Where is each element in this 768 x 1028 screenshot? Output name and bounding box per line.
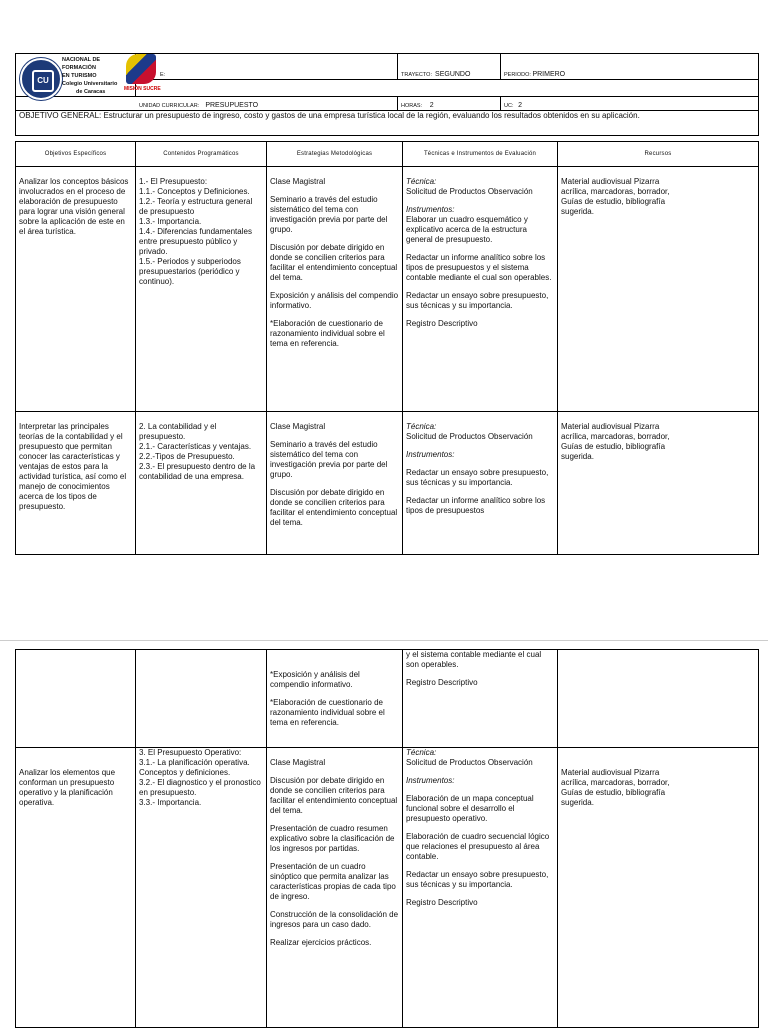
content-table-page2 [15, 649, 759, 1028]
row1-contenidos: 1.- El Presupuesto: 1.1.- Conceptos y Definiciones. 1.2.- Teoría y estructura general de presupuesto 1.3.- Importancia. 1.4.- Diferencias fundamentales entre presupuesto público y privado. 1.5.- Periodos y subperiodos presupuestarios (periódico y continuo). [136, 167, 267, 412]
field-e: E: [136, 54, 398, 80]
col-header-estrategias: Estrategias Metodológicas [267, 142, 403, 167]
uc-field: UC: 2 [501, 97, 759, 111]
unidad-curricular-field: UNIDAD CURRICULAR: PRESUPUESTO [16, 97, 398, 111]
p2-row1-tecnicas: y el sistema contable mediante el cual son operables. Registro Descriptivo [403, 650, 558, 748]
row1-tecnicas: Técnica: Solicitud de Productos Observación Instrumentos: Elaborar un cuadro esquemático y explicativo acerca de la estructura general de presupuesto. Redactar un informe analítico sobre los tipos de presupuestos y el sistema contable mediante el cual son operables. Redactar un ensayo sobre presupuesto, sus técnicas y su importancia. Registro Descriptivo [403, 167, 558, 412]
logo-text: CU [32, 70, 54, 92]
header-blank-row [136, 79, 759, 96]
p2-row2-estrategias: Clase Magistral Discusión por debate dirigido en donde se concilien criterios para facilitar el entendimiento conceptual del tema. Presentación de cuadro resumen explicativo sobre la clasificación de los ingresos por partidas. Presentación de un cuadro sinóptico que permita analizar las características propias de cada tipo de ingreso. Construcción de la consolidación de ingresos para un caso dado. Realizar ejercicios prácticos. [267, 748, 403, 1028]
row2-recursos: Material audiovisual Pizarra acrílica, marcadoras, borrador, Guías de estudio, bibliografía sugerida. [558, 412, 759, 555]
trayecto-field: TRAYECTO: SEGUNDO [398, 54, 501, 80]
horas-field: HORAS: 2 [398, 97, 501, 111]
ms-logo-text: MISIÓN SUCRE [124, 86, 161, 92]
row2-tecnicas: Técnica: Solicitud de Productos Observación Instrumentos: Redactar un ensayo sobre presupuesto, sus técnicas y su importancia. Redactar un informe analítico sobre los tipos de presupuestos [403, 412, 558, 555]
p2-row1-estrategias: *Exposición y análisis del compendio informativo. *Elaboración de cuestionario de razonamiento individual sobre el tema en referencia. [267, 650, 403, 748]
p2-row1-objetivo [16, 650, 136, 748]
content-table-page1 [15, 141, 759, 555]
col-header-recursos: Recursos [558, 142, 759, 167]
col-header-contenidos: Contenidos Programáticos [136, 142, 267, 167]
objetivo-general: OBJETIVO GENERAL: Estructurar un presupuesto de ingreso, costo y gastos de una empresa turística local de la región, evaluando los resultados obtenidos en su aplicación. [16, 111, 759, 136]
row1-estrategias: Clase Magistral Seminario a través del estudio sistemático del tema con investigación previa por parte del grupo. Discusión por debate dirigido en donde se concilien criterios para facilitar el entendimiento conceptual del tema. Exposición y análisis del compendio informativo. *Elaboración de cuestionario de razonamiento individual sobre el tema en referencia. [267, 167, 403, 412]
col-header-tecnicas: Técnicas e Instrumentos de Evaluación [403, 142, 558, 167]
institution-name: NACIONAL DE FORMACIÓN EN TURISMO Colegio Universitario de Caracas [62, 57, 118, 95]
logo-block [16, 54, 136, 97]
periodo-field: PERIODO: PRIMERO [501, 54, 759, 80]
p2-row2-objetivo: Analizar los elementos que conforman un presupuesto operativo y la planificación operativa. [16, 748, 136, 1028]
ms-logo [124, 54, 160, 94]
row2-contenidos: 2. La contabilidad y el presupuesto. 2.1.- Características y ventajas. 2.2.-Tipos de Presupuesto. 2.3.- El presupuesto dentro de la contabilidad de una empresa. [136, 412, 267, 555]
p2-row2-tecnicas: Técnica: Solicitud de Productos Observación Instrumentos: Elaboración de un mapa conceptual funcional sobre el desarrollo el presupuesto operativo. Elaboración de cuadro secuencial lógico que relaciones el presupuesto al área contable. Redactar un ensayo sobre presupuesto, sus técnicas y su importancia. Registro Descriptivo [403, 748, 558, 1028]
p2-row2-recursos: Material audiovisual Pizarra acrílica, marcadoras, borrador, Guías de estudio, bibliografía sugerida. [558, 748, 759, 1028]
p2-row1-contenidos [136, 650, 267, 748]
row1-recursos: Material audiovisual Pizarra acrílica, marcadoras, borrador, Guías de estudio, bibliografía sugerida. [558, 167, 759, 412]
p2-row1-recursos [558, 650, 759, 748]
row1-objetivo: Analizar los conceptos básicos involucrados en el proceso de elaboración de presupuesto para lograr una visión general sobre la aplicación de este en el área turística. [16, 167, 136, 412]
institution-logo [20, 58, 62, 100]
col-header-objetivos: Objetivos Específicos [16, 142, 136, 167]
p2-row2-contenidos: 3. El Presupuesto Operativo: 3.1.- La planificación operativa. Conceptos y definiciones. 3.2.- El diagnostico y el pronostico en presupuesto. 3.3.- Importancia. [136, 748, 267, 1028]
page-2 [0, 640, 768, 1025]
row2-estrategias: Clase Magistral Seminario a través del estudio sistemático del tema con investigación previa por parte del grupo. Discusión por debate dirigido en donde se concilien criterios para facilitar el entendimiento conceptual del tema. [267, 412, 403, 555]
row2-objetivo: Interpretar las principales teorías de la contabilidad y el presupuesto que permitan conocer las características y ventajas de estos para la actividad turística, así como el manejo de conocimientos acerca de los tipos de presupuesto. [16, 412, 136, 555]
